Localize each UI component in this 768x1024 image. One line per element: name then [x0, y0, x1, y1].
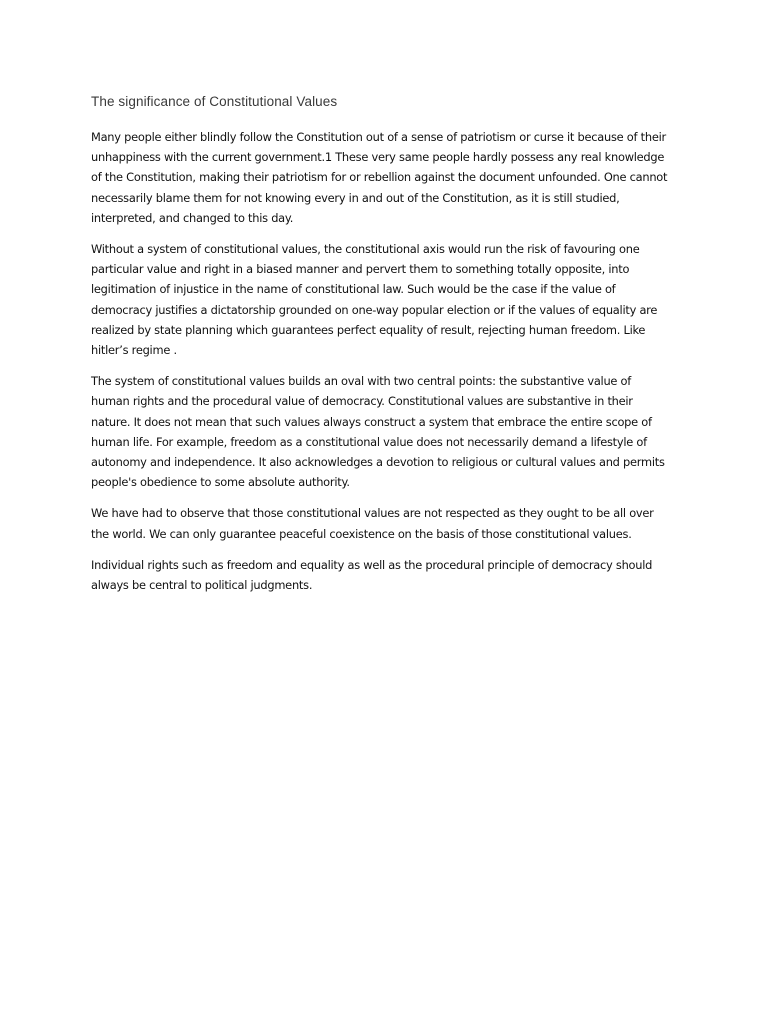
paragraph-oval-two-points: The system of constitutional values builds an oval with two central points: the substantive value of human rights and the procedural value of democracy. Constitutional values are substantive in their nature. It does not mean that such values always construct a system that embrace the entire scope of human life. For example, freedom as a constitutional value does not necessarily demand a lifestyle of autonomy and independence. It also acknowledges a devotion to religious or cultural values and permits people's obedience to some absolute authority. — [91, 374, 665, 490]
paragraph-patriotism: Many people either blindly follow the Constitution out of a sense of patriotism or curse it because of their unhappiness with the current government.1 These very same people hardly possess any real knowledge of the Constitution, making their patriotism for or rebellion against the document unfounded. One cannot necessarily blame them for not knowing every in and out of the Constitution, as it is still studied, interpreted, and changed to this day. — [91, 130, 668, 225]
paragraph-system-of-values: Without a system of constitutional values, the constitutional axis would run the risk of favouring one particular value and right in a biased manner and pervert them to something totally opposite, into legitimation of injustice in the name of constitutional law. Such would be the case if the value of democracy justifies a dictatorship grounded on one-way popular election or if the values of equality are realized by state planning which guarantees perfect equality of result, rejecting human freedom. Like hitler’s regime . — [91, 242, 658, 358]
document-title: The significance of Constitutional Values — [91, 94, 338, 109]
paragraph-not-respected: We have had to observe that those constitutional values are not respected as they ought to be all over the world. We can only guarantee peaceful coexistence on the basis of those constitutional values. — [91, 506, 654, 541]
paragraph-individual-rights: Individual rights such as freedom and equality as well as the procedural principle of democracy should always be central to political judgments. — [91, 557, 653, 593]
